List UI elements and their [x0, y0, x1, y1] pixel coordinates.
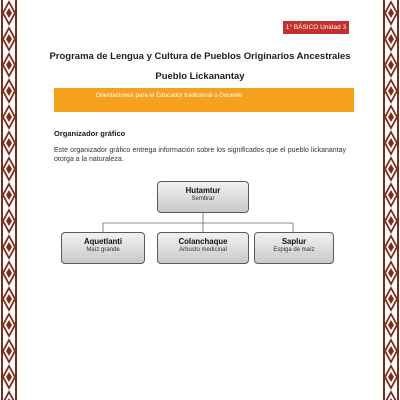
child-node-name: Colanchaque — [178, 237, 228, 246]
child-node-name: Aquetlanti — [83, 237, 123, 246]
organizer-child-node — [254, 232, 334, 264]
organizer-child-node — [157, 232, 249, 264]
root-node-name: Hutamtur — [185, 186, 221, 195]
people-subtitle: Pueblo Lickanantay — [155, 71, 245, 82]
section-paragraph: Este organizador gráfico entrega información sobre los significados que el pueblo lickanantay otorga a la naturaleza. — [54, 147, 346, 163]
child-node-name: Saplur — [281, 237, 307, 246]
program-title: Programa de Lengua y Cultura de Pueblos Originarios Ancestrales — [49, 51, 351, 62]
child-node-meaning: Maíz grande — [86, 247, 120, 253]
grade-unit-badge: 1° BÁSICO Unidad 3 — [283, 21, 349, 34]
organizer-child-node — [61, 232, 145, 264]
organizer-root-node — [157, 181, 249, 213]
section-heading: Organizador gráfico — [54, 129, 126, 138]
child-node-meaning: Espiga de maíz — [273, 247, 315, 253]
child-node-meaning: Arbusto medicinal — [179, 247, 227, 253]
banner-text: Orientaciones para el Educador tradicional o Docente — [95, 92, 243, 99]
root-node-meaning: Sembrar — [191, 196, 215, 202]
